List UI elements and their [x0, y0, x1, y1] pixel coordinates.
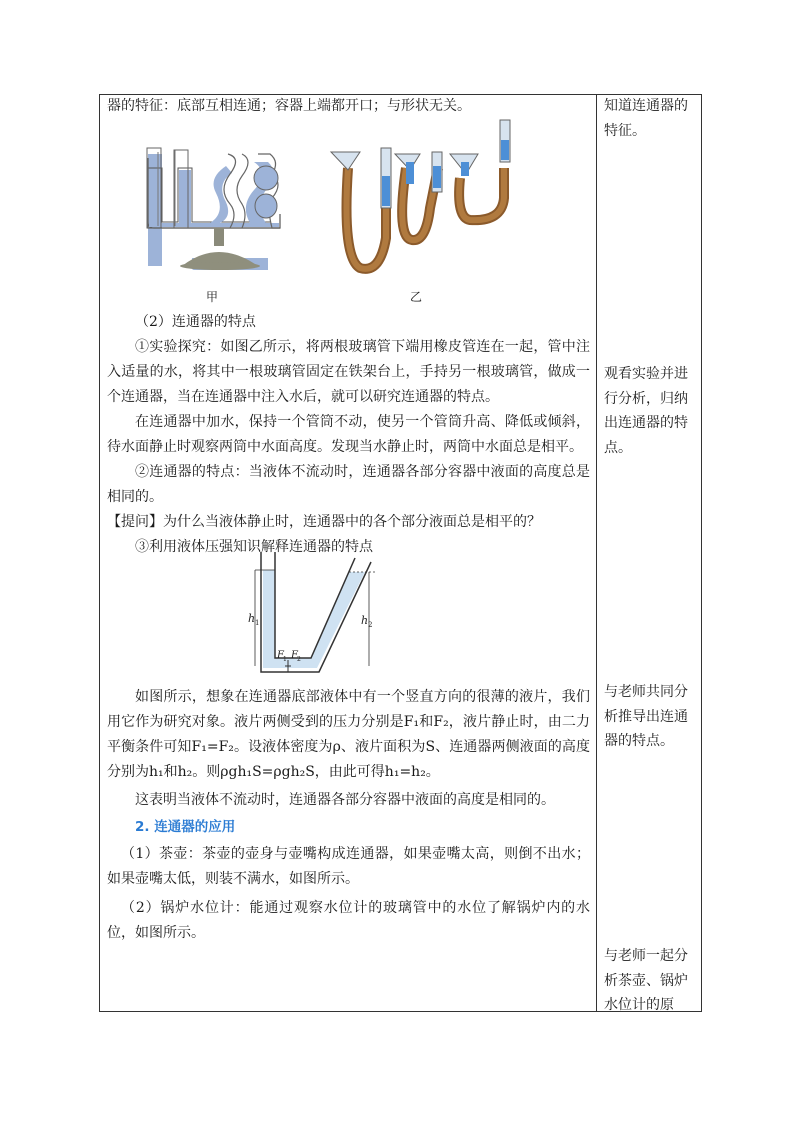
figure-u-tube	[245, 550, 385, 680]
label-h1-sub: 1	[255, 619, 260, 627]
side-note-2: 观看实验并进行分析，归纳出连通器的特点。	[604, 366, 688, 456]
paragraph-teapot: （1）茶壶：茶壶的壶身与壶嘴构成连通器，如果壶嘴太高，则倒不出水；如果壶嘴太低，则装不满水，如图所示。	[107, 846, 590, 887]
side-note-1: 知道连通器的特征。	[604, 98, 688, 139]
figure-connected-vessels	[130, 118, 550, 318]
paragraph-experiment: ①实验探究：如图乙所示，将两根玻璃管下端用橡皮管连在一起，管中注入适量的水，将其中一根玻璃管固定在铁架台上，手持另一根玻璃管，做成一个连通器，当在连通器中注入水后，就可以研究连通器的特点。	[107, 339, 590, 405]
main-column-section2	[107, 310, 590, 560]
label-h2: h	[361, 614, 369, 627]
paragraph-feature: ②连通器的特点：当液体不流动时，连通器各部分容器中液面的高度总是相同的。	[107, 464, 590, 505]
paragraph-question: 【提问】为什么当液体静止时，连通器中的各个部分液面总是相平的？	[107, 514, 541, 530]
label-h1: h	[248, 612, 256, 625]
figure-label-yi: 乙	[410, 290, 423, 304]
label-f1-sub: 1	[283, 656, 287, 663]
figure-jia	[147, 148, 280, 270]
label-h2-sub: 2	[368, 621, 373, 629]
main-column	[107, 94, 590, 119]
figure-yi	[331, 120, 510, 269]
column-divider	[596, 94, 597, 1012]
section-subtitle: （2）连通器的特点	[135, 314, 256, 330]
side-note-4: 与老师一起分析茶壶、锅炉水位计的原	[604, 948, 688, 1013]
paragraph-explain-title: ③利用液体压强知识解释连通器的特点	[135, 539, 373, 555]
label-f2-sub: 2	[297, 656, 301, 663]
intro-text: 器的特征：底部互相连通；容器上端都开口；与形状无关。	[107, 98, 471, 114]
paragraph-boiler: （2）锅炉水位计：能通过观察水位计的玻璃管中的水位了解锅炉内的水位，如图所示。	[107, 900, 590, 941]
paragraph-conclusion: 这表明当液体不流动时，连通器各部分容器中液面的高度是相同的。	[135, 792, 555, 808]
figure-label-jia: 甲	[206, 290, 219, 304]
side-note-3: 与老师共同分析推导出连通器的特点。	[604, 684, 688, 749]
label-f1: F	[277, 650, 284, 661]
heading-application: 2. 连通器的应用	[135, 819, 236, 835]
label-f2: F	[291, 650, 298, 661]
main-column-section3	[107, 685, 590, 946]
paragraph-observation: 在连通器中加水，保持一个管筒不动，使另一个管筒升高、降低或倾斜，待水面静止时观察两筒中水面高度。发现当水静止时，两筒中水面总是相平。	[107, 414, 590, 455]
paragraph-reasoning: 如图所示，想象在连通器底部液体中有一个竖直方向的很薄的液片，我们用它作为研究对象。液片两侧受到的压力分别是F₁和F₂，液片静止时，由二力平衡条件可知F₁=F₂。设液体密度为ρ、液片面积为S、连通器两侧液面的高度分别为h₁和h₂。则ρgh₁S=ρgh₂S，由此可得h₁=h₂。	[107, 689, 590, 780]
